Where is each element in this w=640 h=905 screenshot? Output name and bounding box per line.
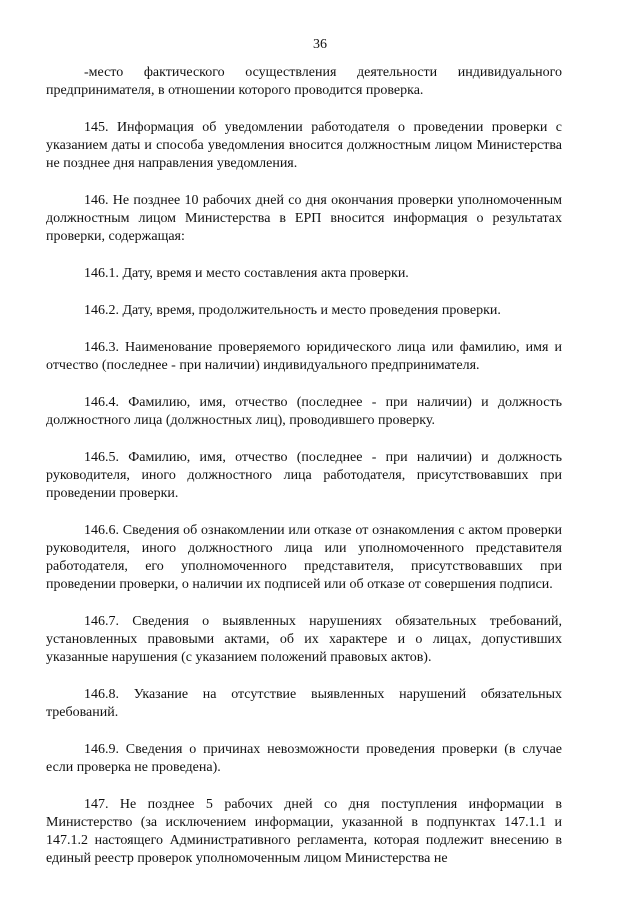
paragraph-146: 146. Не позднее 10 рабочих дней со дня окончания проверки уполномоченным должностным лицом Министерства в ЕРП вносится информация о результатах проверки, содержащая: (46, 193, 562, 244)
paragraph-145: 145. Информация об уведомлении работодателя о проведении проверки с указанием даты и способа уведомления вносится должностным лицом Министерства не позднее дня направления уведомления. (46, 120, 562, 171)
paragraph-entrepreneur-location: -место фактического осуществления деятельности индивидуального предпринимателя, в отношении которого проводится проверка. (46, 65, 562, 98)
paragraph-146-8: 146.8. Указание на отсутствие выявленных нарушений обязательных требований. (46, 687, 562, 720)
document-body (46, 64, 562, 887)
paragraph-146-1: 146.1. Дату, время и место составления акта проверки. (84, 266, 409, 281)
paragraph-146-4: 146.4. Фамилию, имя, отчество (последнее - при наличии) и должность должностного лица (должностных лиц), проводившего проверку. (46, 395, 562, 428)
paragraph-146-5: 146.5. Фамилию, имя, отчество (последнее - при наличии) и должность руководителя, иного должностного лица работодателя, присутствовавших при проведении проверки. (46, 450, 562, 501)
paragraph-147: 147. Не позднее 5 рабочих дней со дня поступления информации в Министерство (за исключением информации, указанной в подпунктах 147.1.1 и 147.1.2 настоящего Административного регламента, которая подлежит внесению в единый реестр проверок уполномоченным лицом Министерства не (46, 797, 562, 866)
paragraph-146-6: 146.6. Сведения об ознакомлении или отказе от ознакомления с актом проверки руководителя, иного должностного лица или уполномоченного представителя работодателя, его уполномоченного представителя, присутствовавших при проведении проверки, о наличии их подписей или об отказе от совершения подписи. (46, 523, 562, 592)
paragraph-146-3: 146.3. Наименование проверяемого юридического лица или фамилию, имя и отчество (последнее - при наличии) индивидуального предпринимателя. (46, 340, 562, 373)
paragraph-146-2: 146.2. Дату, время, продолжительность и место проведения проверки. (84, 303, 501, 318)
paragraph-146-9: 146.9. Сведения о причинах невозможности проведения проверки (в случае если проверка не проведена). (46, 742, 562, 775)
page-number: 36 (313, 37, 327, 52)
paragraph-146-7: 146.7. Сведения о выявленных нарушениях обязательных требований, установленных правовыми актами, об их характере и о лицах, допустивших указанные нарушения (с указанием положений правовых актов). (46, 614, 562, 665)
